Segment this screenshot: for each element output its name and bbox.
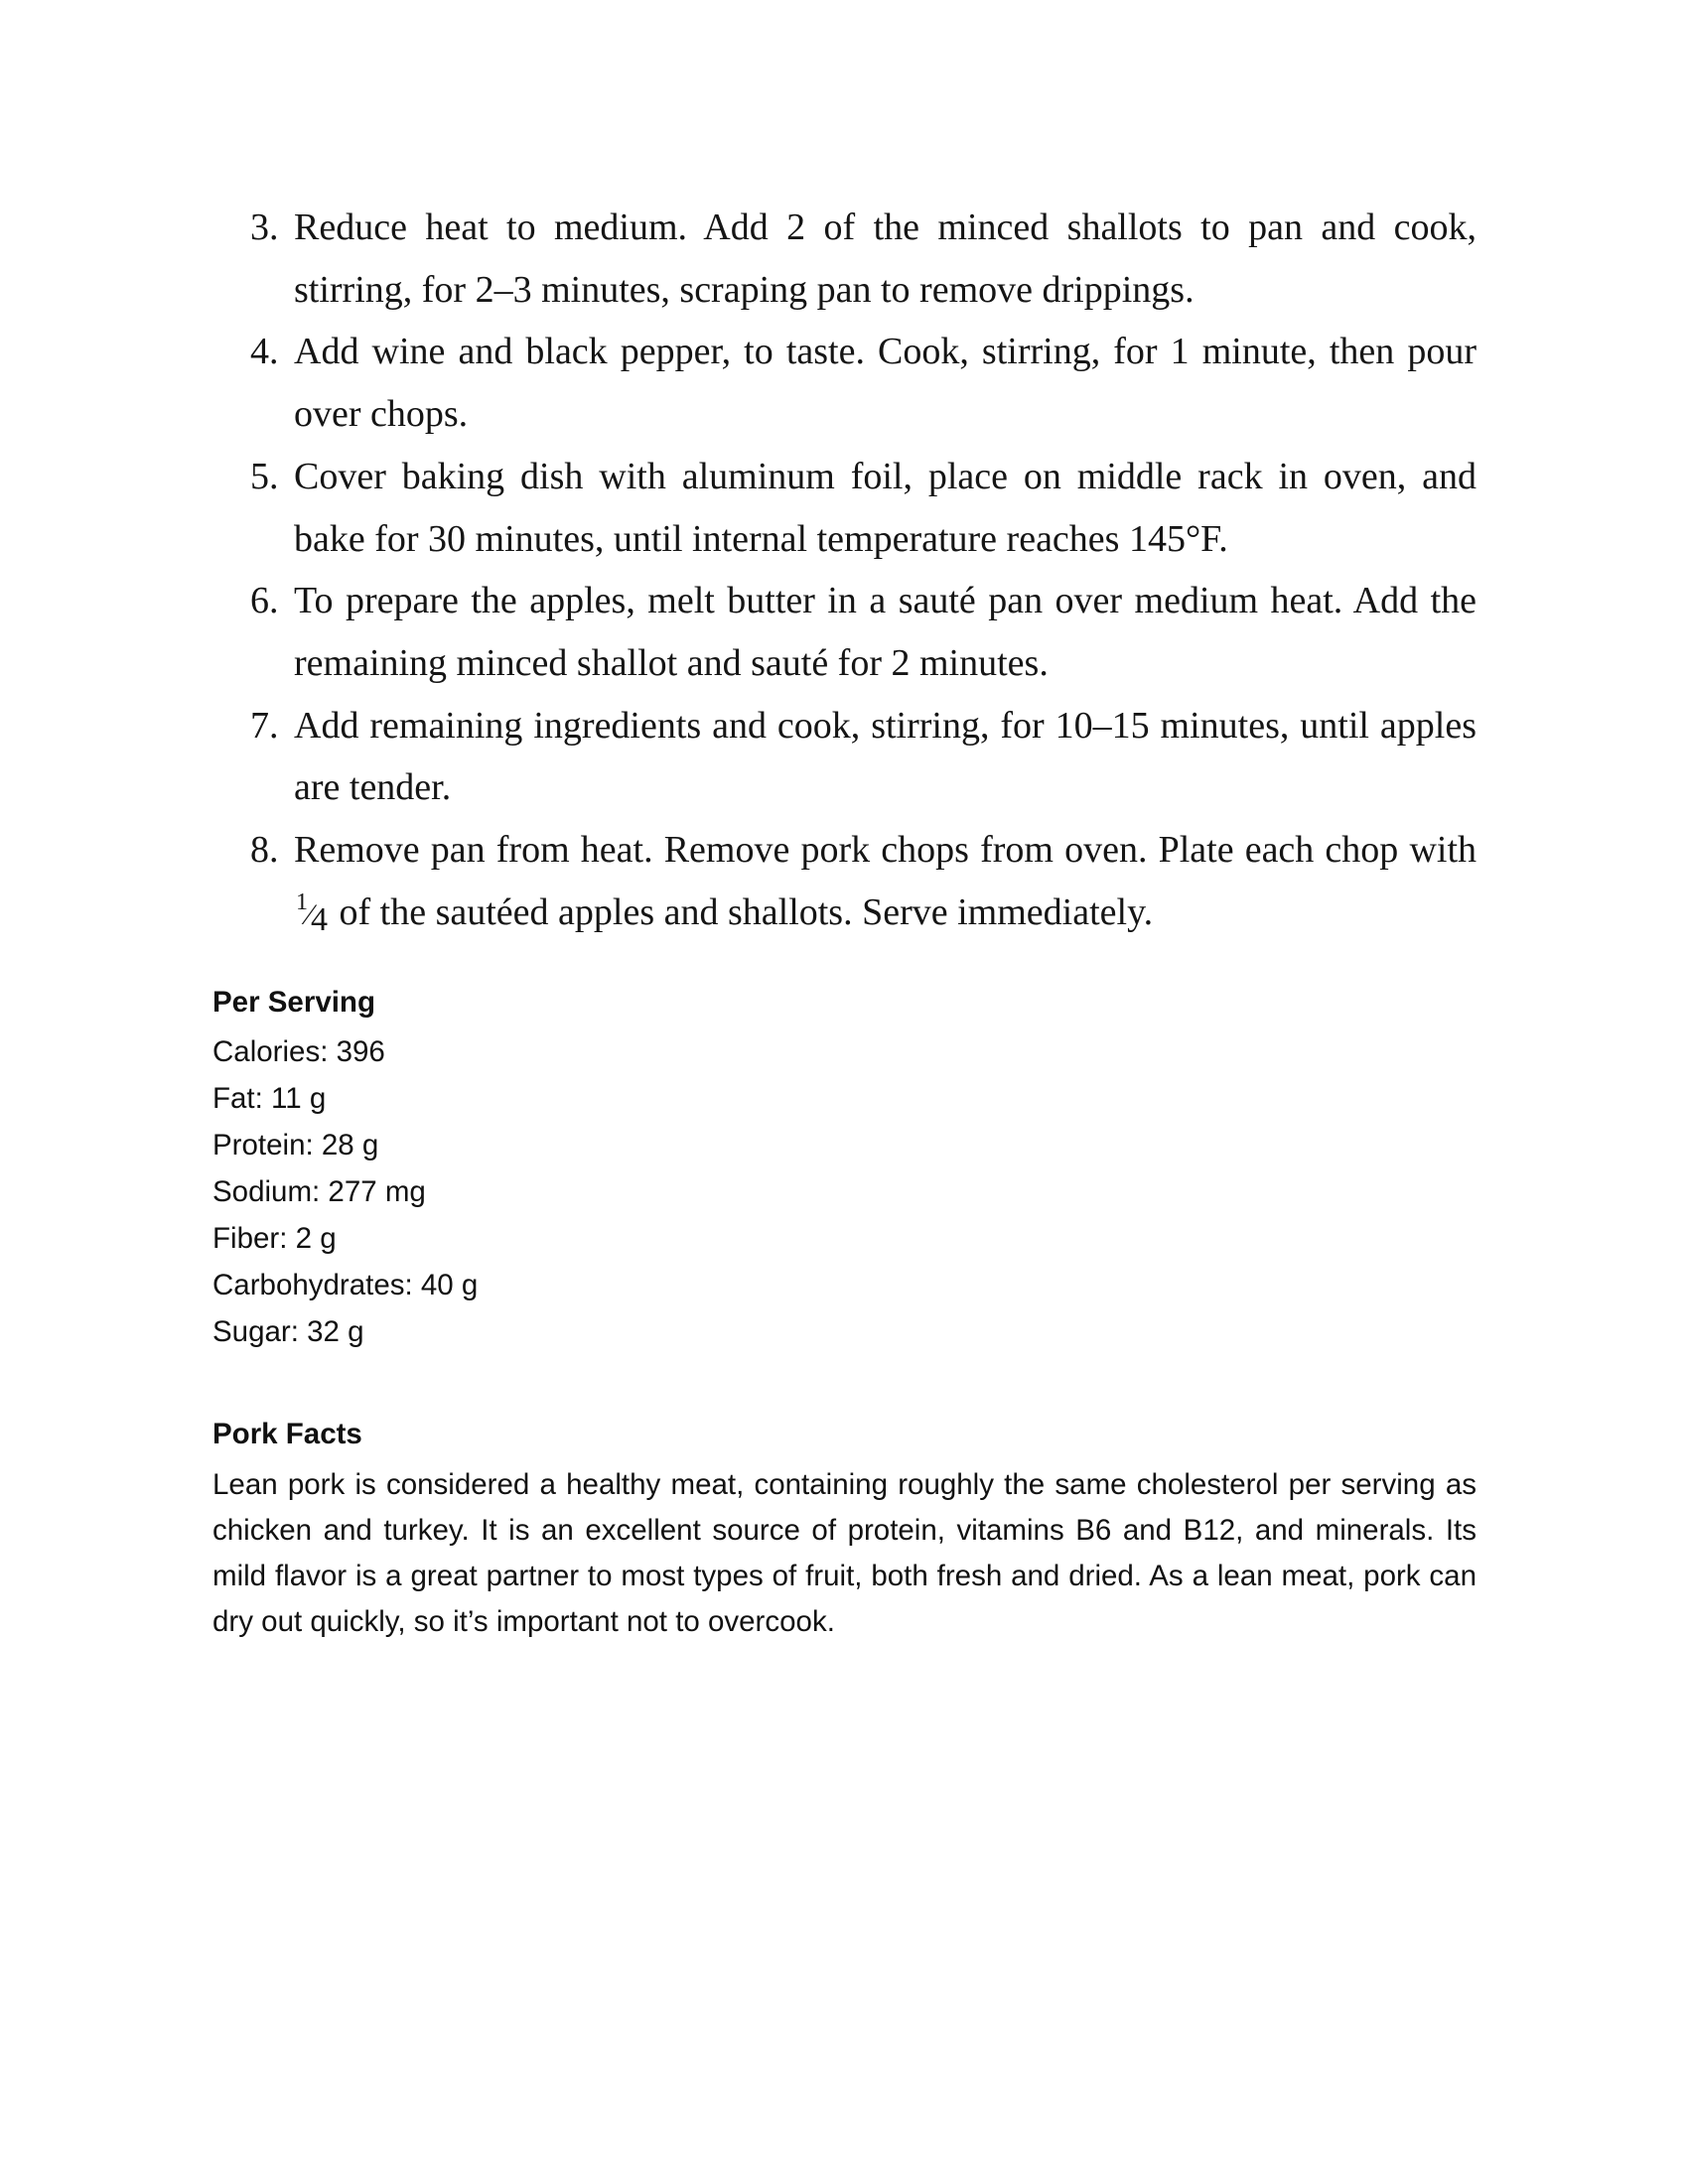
step-item [250,695,1477,819]
instruction-steps [250,197,1477,946]
step-number: 4. [250,331,279,373]
step-item [250,570,1477,694]
step-item [250,446,1477,570]
step-number: 5. [250,455,279,497]
pork-facts-paragraph: Lean pork is considered a healthy meat, containing roughly the same cholesterol per serving as chicken and turkey. It is an excellent source of protein, vitamins B6 and B12, and minerals. Its mild flavor is a great partner to most types of fruit, both fresh and dried. As a lean meat, pork can dry out quickly, so it’s important not to overcook. [212,1468,1477,1638]
pork-facts-heading: Pork Facts [212,1418,362,1450]
nutrition-item: Carbohydrates: 40 g [212,1269,479,1301]
fraction-slash: ⁄ [307,897,313,931]
nutrition-list [212,1028,478,1355]
nutrition-item: Sugar: 32 g [212,1315,364,1348]
fraction-numerator: 1 [296,888,308,915]
step-number: 8. [250,829,279,872]
nutrition-item: Sodium: 277 mg [212,1175,426,1208]
step-text: Reduce heat to medium. Add 2 of the minced shallots to pan and cook, stirring, for 2–3 minutes, scraping pan to remove drippings. [294,206,1477,311]
step-text-after-fraction: of the sautéed apples and shallots. Serve immediately. [339,890,1154,933]
step-text-before-fraction: Remove pan from heat. Remove pork chops from oven. Plate each chop with [294,829,1477,872]
nutrition-item: Calories: 396 [212,1035,385,1068]
step-item [250,321,1477,445]
step-text: Add wine and black pepper, to taste. Cook, stirring, for 1 minute, then pour over chops. [294,331,1477,436]
nutrition-item: Fat: 11 g [212,1082,327,1115]
nutrition-heading: Per Serving [212,986,375,1019]
nutrition-item: Protein: 28 g [212,1129,379,1161]
step-text: To prepare the apples, melt butter in a sauté pan over medium heat. Add the remaining minced shallot and sauté for 2 minutes. [294,580,1477,684]
step-number: 6. [250,580,279,622]
step-item [250,197,1477,321]
fraction [296,882,328,947]
fraction-denominator: 4 [311,900,329,938]
step-text: Add remaining ingredients and cook, stirring, for 10–15 minutes, until apples are tender. [294,704,1477,809]
step-number: 3. [250,206,279,248]
step-number: 7. [250,704,279,747]
nutrition-item: Fiber: 2 g [212,1222,337,1255]
step-item [250,819,1477,946]
step-text: Cover baking dish with aluminum foil, place on middle rack in oven, and bake for 30 minutes, until internal temperature reaches 145°F. [294,455,1477,560]
